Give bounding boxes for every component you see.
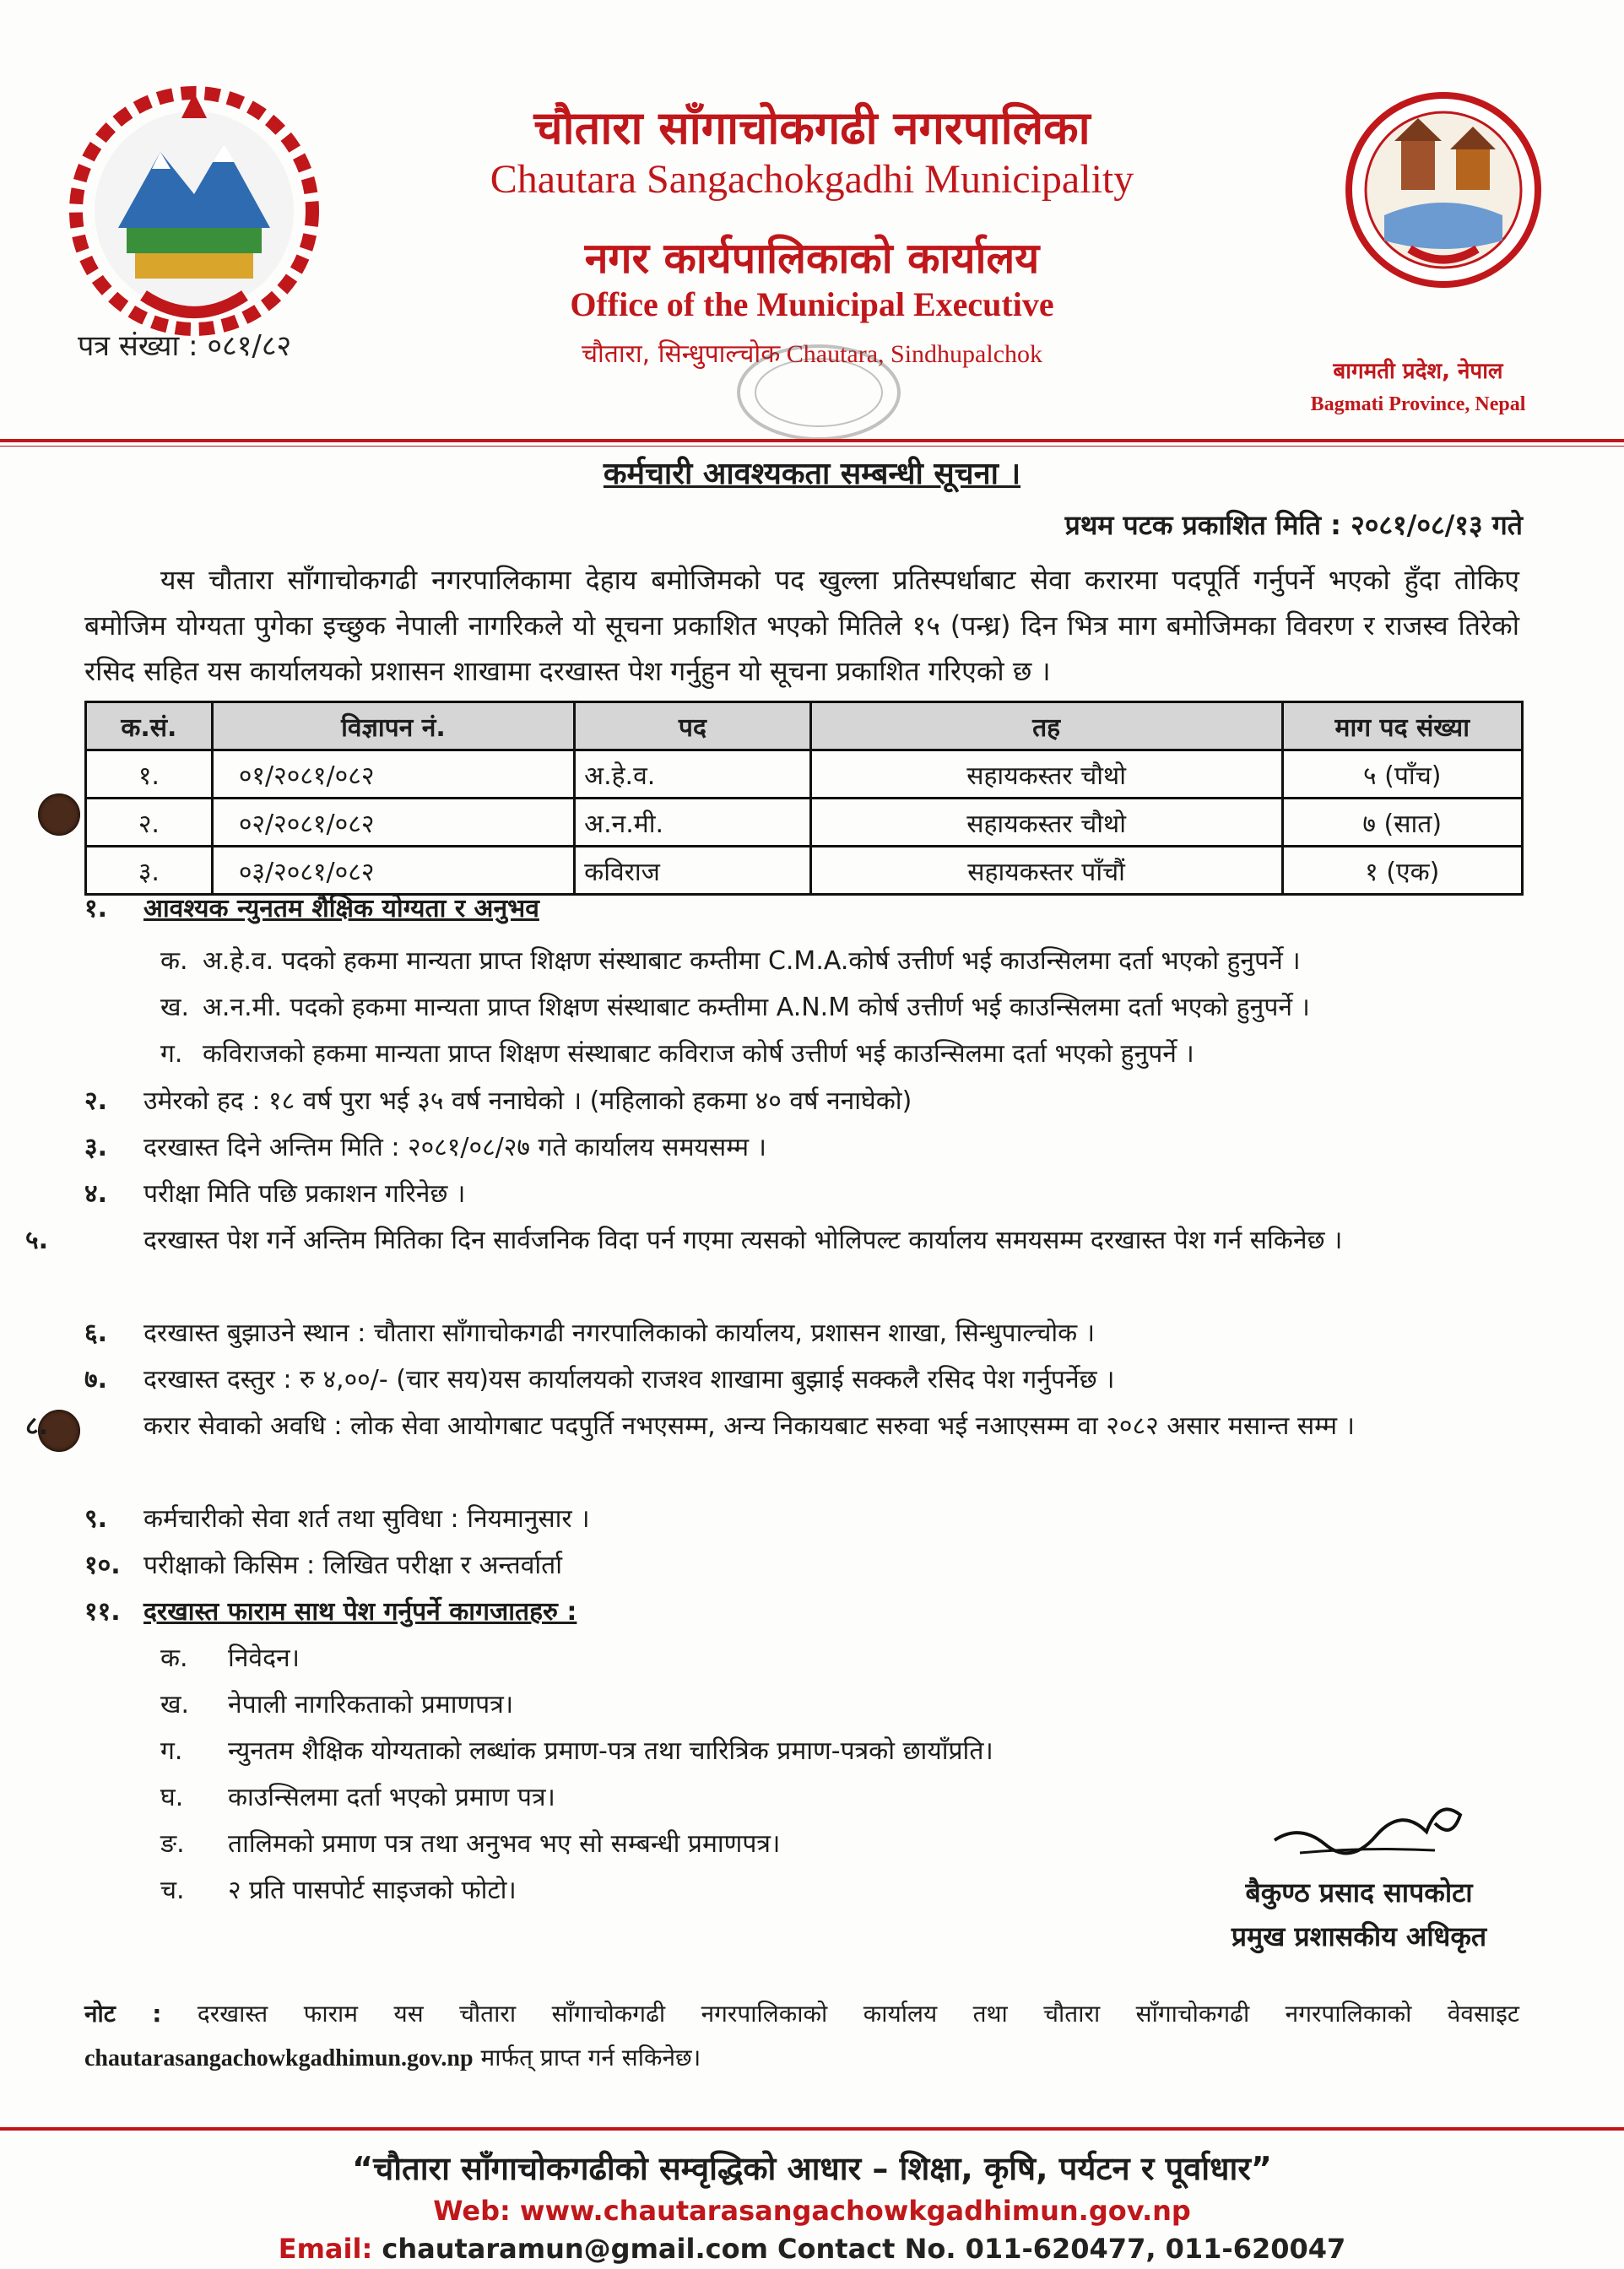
item-text: अ.न.मी. पदको हकमा मान्यता प्राप्त शिक्षण संस्थाबाट कम्तीमा A.N.M कोर्ष उत्तीर्ण भई काउन्सिलमा दर्ता भएको हुनुपर्ने ।	[203, 993, 1310, 1022]
cell-level: सहायकस्तर पाँचौं	[810, 847, 1282, 895]
email-label: Email:	[278, 2233, 373, 2265]
cell-sn: ३.	[86, 847, 213, 895]
item-text: काउन्सिलमा दर्ता भएको प्रमाण पत्र।	[228, 1783, 555, 1812]
section-text: परीक्षा मिति पछि प्रकाशन गरिनेछ ।	[143, 1179, 466, 1209]
note	[84, 1992, 1519, 2081]
item-marker: घ.	[160, 1783, 184, 1812]
section-text: दरखास्त पेश गर्ने अन्तिम मितिका दिन सार्वजनिक विदा पर्न गएमा त्यसको भोलिपल्ट कार्यालय समयसम्म दरखास्त पेश गर्न सकिनेछ ।	[143, 1226, 1343, 1255]
item-text: नेपाली नागरिकताको प्रमाणपत्र।	[228, 1690, 514, 1719]
section-9	[84, 1497, 1536, 1542]
document-item	[160, 1729, 1426, 1774]
document-item	[160, 1822, 1426, 1867]
signatory-name: बैकुण्ठ प्रसाद सापकोटा	[1245, 1876, 1473, 1909]
item-marker: ख.	[160, 1690, 190, 1719]
table-header-row	[86, 702, 1523, 750]
header-quota: माग पद संख्या	[1282, 702, 1522, 750]
cell-ad-no: ०२/२०८१/०८२	[212, 799, 574, 847]
notice-title: कर्मचारी आवश्यकता सम्बन्धी सूचना ।	[603, 457, 1021, 491]
address-en: Chautara, Sindhupalchok	[786, 340, 1043, 368]
item-marker: ग.	[160, 1039, 183, 1069]
section-11-heading	[84, 1589, 1536, 1635]
section-7	[84, 1357, 1536, 1403]
section-number: ८.	[25, 1411, 48, 1441]
section-4	[84, 1172, 1536, 1217]
section-text: दरखास्त दिने अन्तिम मिति : २०८१/०८/२७ गते कार्यालय समयसम्म ।	[143, 1133, 767, 1162]
section-text: कर्मचारीको सेवा शर्त तथा सुविधा : नियमानुसार ।	[143, 1504, 590, 1534]
section-number: ४.	[84, 1179, 107, 1209]
item-text: न्युनतम शैक्षिक योग्यताको लब्धांक प्रमाण-पत्र तथा चारित्रिक प्रमाण-पत्रको छायाँप्रति।	[228, 1736, 993, 1766]
signatory-title: प्रमुख प्रशासकीय अधिकृत	[1231, 1920, 1487, 1952]
document-item	[160, 1636, 1426, 1681]
section-text: परीक्षाको किसिम : लिखित परीक्षा र अन्तर्वार्ता	[143, 1551, 563, 1580]
section-heading: आवश्यक न्युनतम शैक्षिक योग्यता र अनुभव	[143, 894, 539, 923]
header-divider-thin	[0, 446, 1624, 447]
section-text: करार सेवाको अवधि : लोक सेवा आयोगबाट पदपुर्ति नभएसम्म, अन्य निकायबाट सरुवा भई नआएसम्म वा २०८२ असार मसान्त सम्म ।	[143, 1411, 1355, 1441]
item-marker: च.	[160, 1876, 185, 1905]
section-heading: दरखास्त फाराम साथ पेश गर्नुपर्ने कागजातहरु :	[143, 1597, 577, 1627]
office-name-en: Office of the Municipal Executive	[570, 285, 1054, 323]
footer-web	[0, 2195, 1624, 2227]
header-level: तह	[810, 702, 1282, 750]
cell-post: अ.हे.व.	[575, 750, 811, 799]
item-marker: ख.	[160, 993, 190, 1022]
reference-number: पत्र संख्या : ०८१/८२	[78, 329, 292, 363]
office-name-np: नगर कार्यपालिकाको कार्यालय	[584, 234, 1040, 283]
item-text: तालिमको प्रमाण पत्र तथा अनुभव भए सो सम्बन्धी प्रमाणपत्र।	[228, 1829, 781, 1859]
notice-intro: यस चौतारा साँगाचोकगढी नगरपालिकामा देहाय बमोजिमको पद खुल्ला प्रतिस्पर्धाबाट सेवा करारमा पदपूर्ति गर्नुपर्ने भएको हुँदा तोकिए बमोजिम योग्यता पुगेका इच्छुक नेपाली नागरिकले यो सूचना प्रकाशित भएको मितिले १५ (पन्ध्र) दिन भित्र माग बमोजिमका विवरण र राजस्व तिरेको रसिद सहित यस कार्यालयको प्रशासन शाखामा दरखास्त पेश गर्नुहुन यो सूचना प्रकाशित गरिएको छ ।	[84, 564, 1519, 687]
item-text: २ प्रति पासपोर्ट साइजको फोटो।	[228, 1876, 517, 1905]
section-1-item	[160, 985, 1536, 1031]
cell-quota: ७ (सात)	[1282, 799, 1522, 847]
footer-divider	[0, 2127, 1624, 2131]
municipality-name-en: Chautara Sangachokgadhi Municipality	[490, 157, 1134, 202]
cell-sn: २.	[86, 799, 213, 847]
note-text: दरखास्त फाराम यस चौतारा साँगाचोकगढी नगरपालिकाको कार्यालय तथा चौतारा साँगाचोकगढी नगरपालिकाको वेवसाइट	[197, 2000, 1519, 2028]
section-number: ९.	[84, 1504, 107, 1534]
punch-hole	[38, 793, 80, 836]
section-10	[84, 1543, 1536, 1589]
section-number: २.	[84, 1086, 107, 1116]
cell-ad-no: ०३/२०८१/०८२	[212, 847, 574, 895]
section-1-heading	[84, 886, 1536, 932]
header-divider	[0, 439, 1624, 442]
cell-quota: ५ (पाँच)	[1282, 750, 1522, 799]
section-1-item	[160, 939, 1536, 984]
address-np: चौतारा, सिन्धुपाल्चोक	[581, 339, 781, 369]
contact-label: Contact No.	[777, 2233, 956, 2265]
item-text: निवेदन।	[228, 1644, 300, 1673]
cell-sn: १.	[86, 750, 213, 799]
handwritten-signature-icon	[1266, 1773, 1477, 1866]
contact-numbers: 011-620477, 011-620047	[965, 2233, 1346, 2265]
section-number: ११.	[84, 1597, 121, 1627]
email-link[interactable]: chautaramun@gmail.com	[382, 2233, 768, 2265]
table-row	[86, 799, 1523, 847]
section-text: उमेरको हद : १८ वर्ष पुरा भई ३५ वर्ष ननाघेको । (महिलाको हकमा ४० वर्ष ननाघेको)	[143, 1086, 912, 1116]
section-number: १.	[84, 894, 107, 923]
item-marker: ङ.	[160, 1829, 185, 1859]
note-label: नोट :	[84, 2000, 162, 2028]
section-6	[84, 1311, 1536, 1357]
website-link[interactable]: www.chautarasangachowkgadhimun.gov.np	[519, 2195, 1191, 2227]
note-suffix: मार्फत् प्राप्त गर्न सकिनेछ।	[480, 2044, 701, 2071]
section-2	[84, 1079, 1536, 1124]
item-marker: क.	[160, 946, 188, 976]
cell-post: कविराज	[575, 847, 811, 895]
province-np: बागमती प्रदेश, नेपाल	[1333, 359, 1503, 384]
cell-level: सहायकस्तर चौथो	[810, 799, 1282, 847]
header-post: पद	[575, 702, 811, 750]
document-item	[160, 1682, 1426, 1728]
cell-quota: १ (एक)	[1282, 847, 1522, 895]
item-marker: क.	[160, 1644, 188, 1673]
office-stamp-icon	[734, 342, 903, 443]
header-sn: क.सं.	[86, 702, 213, 750]
vacancy-table	[84, 701, 1524, 896]
web-label: Web:	[433, 2195, 511, 2227]
section-text: दरखास्त दस्तुर : रु ४,००/- (चार सय)यस कार्यालयको राजश्व शाखामा बुझाई सक्कलै रसिद पेश गर्नुपर्नेछ ।	[143, 1365, 1115, 1394]
item-text: कविराजको हकमा मान्यता प्राप्त शिक्षण संस्थाबाट कविराज कोर्ष उत्तीर्ण भई काउन्सिलमा दर्ता भएको हुनुपर्ने ।	[203, 1039, 1194, 1069]
footer-contact	[0, 2233, 1624, 2265]
document-item	[160, 1775, 1426, 1821]
section-8	[25, 1404, 1595, 1449]
footer-slogan: “चौतारा साँगाचोकगढीको सम्वृद्धिको आधार – शिक्षा, कृषि, पर्यटन र पूर्वाधार”	[352, 2150, 1272, 2187]
section-number: ३.	[84, 1133, 107, 1162]
section-number: ६.	[84, 1319, 107, 1348]
section-1-item	[160, 1032, 1536, 1077]
cell-level: सहायकस्तर चौथो	[810, 750, 1282, 799]
published-date: प्रथम पटक प्रकाशित मिति : २०८१/०८/१३ गते	[1064, 509, 1523, 541]
section-number: ७.	[84, 1365, 107, 1394]
table-row	[86, 750, 1523, 799]
item-marker: ग.	[160, 1736, 183, 1766]
cell-post: अ.न.मी.	[575, 799, 811, 847]
section-number: ५.	[25, 1226, 48, 1255]
section-number: १०.	[84, 1551, 121, 1580]
header-ad-no: विज्ञापन नं.	[212, 702, 574, 750]
section-3	[84, 1125, 1536, 1171]
note-url[interactable]: chautarasangachowkgadhimun.gov.np	[84, 2045, 474, 2071]
cell-ad-no: ०१/२०८१/०८२	[212, 750, 574, 799]
item-text: अ.हे.व. पदको हकमा मान्यता प्राप्त शिक्षण संस्थाबाट कम्तीमा C.M.A.कोर्ष उत्तीर्ण भई काउन्सिलमा दर्ता भएको हुनुपर्ने ।	[203, 946, 1301, 976]
section-5	[25, 1218, 1595, 1264]
municipality-name-np: चौतारा साँगाचोकगढी नगरपालिका	[533, 101, 1091, 154]
municipality-seal-icon	[1342, 89, 1545, 291]
province-en: Bagmati Province, Nepal	[1310, 393, 1526, 415]
section-text: दरखास्त बुझाउने स्थान : चौतारा साँगाचोकगढी नगरपालिकाको कार्यालय, प्रशासन शाखा, सिन्धुपाल्चोक ।	[143, 1319, 1096, 1348]
